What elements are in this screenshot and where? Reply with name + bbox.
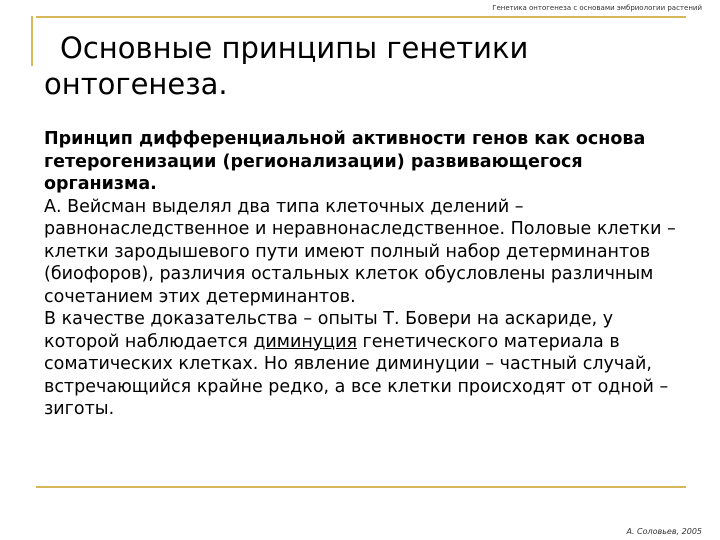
bottom-divider (36, 486, 686, 488)
title-line-2: онтогенеза. (44, 67, 228, 101)
boveri-text-end: генетического материала в соматических клетках. Но явление диминуции – частный случай, встречающийся крайне редко, а все клетки происходят от одной – зиготы. (44, 331, 669, 419)
diminution-term: диминуция (253, 331, 357, 352)
author-footer: А. Соловьев, 2005 (626, 527, 702, 536)
slide-body (44, 128, 684, 421)
top-divider (36, 16, 686, 18)
slide-title (44, 30, 694, 102)
boveri-text-start: В качестве доказательства – опыты Т. Бовери на аскариде, у которой наблюдается (44, 309, 614, 352)
left-divider (31, 16, 33, 66)
running-header: Генетика онтогенеза с основами эмбриологии растений (492, 4, 702, 12)
weismann-paragraph: А. Вейсман выделял два типа клеточных делений – равнонаследственное и неравнонаследственное. Половые клетки – клетки зародышевого пути имеют полный набор детерминантов (биофоров), различия остальных клеток обусловлены различным сочетанием этих детерминантов. (44, 196, 676, 307)
title-line-1: Основные принципы генетики (60, 31, 529, 65)
boveri-paragraph (44, 308, 684, 421)
principle-heading: Принцип дифференциальной активности генов как основа гетерогенизации (регионализации) развивающегося организма. (44, 129, 646, 194)
